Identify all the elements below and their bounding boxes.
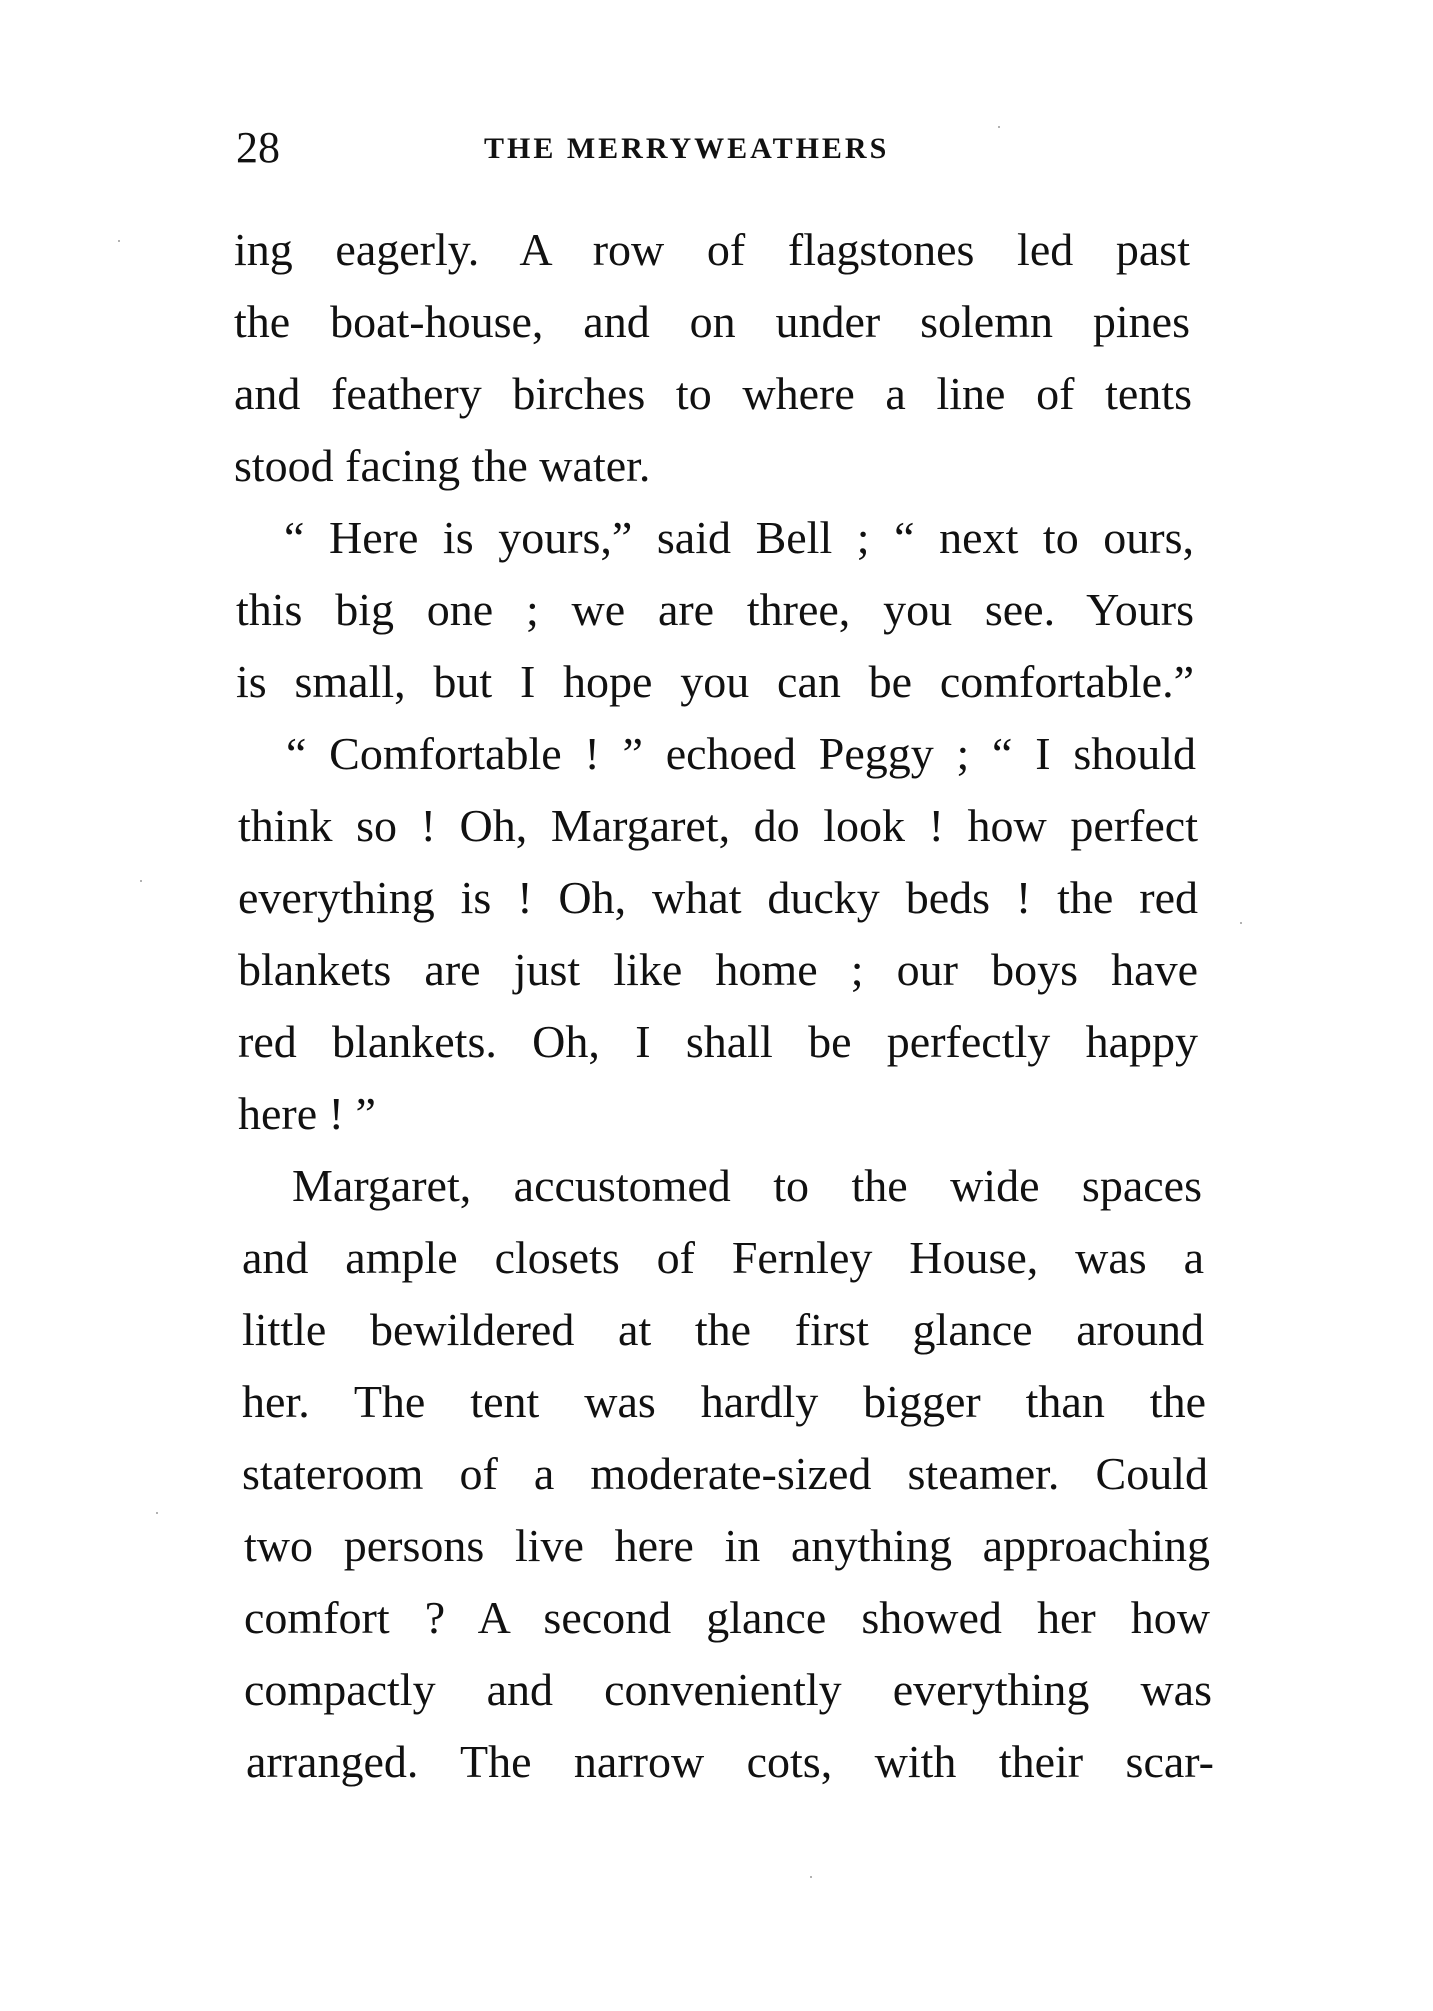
text-line: everything is ! Oh, what ducky beds ! the red <box>238 872 1198 923</box>
text-line: and ample closets of Fernley House, was a <box>242 1232 1204 1283</box>
scan-speck <box>1240 922 1242 924</box>
text-line: two persons live here in anything approaching <box>244 1520 1210 1571</box>
text-line: here ! ” <box>238 1088 376 1139</box>
text-line: stateroom of a moderate-sized steamer. Could <box>242 1448 1208 1499</box>
text-line: “ Here is yours,” said Bell ; “ next to ours, <box>284 512 1194 563</box>
text-line: blankets are just like home ; our boys have <box>238 944 1198 995</box>
scan-speck <box>140 880 142 882</box>
text-line: arranged. The narrow cots, with their scar- <box>246 1736 1214 1787</box>
page-header <box>236 118 1206 178</box>
page-number: 28 <box>236 123 280 172</box>
text-line: think so ! Oh, Margaret, do look ! how perfect <box>238 800 1198 851</box>
text-line: little bewildered at the first glance around <box>242 1304 1204 1355</box>
text-line: her. The tent was hardly bigger than the <box>242 1376 1206 1427</box>
text-line: Margaret, accustomed to the wide spaces <box>292 1160 1202 1211</box>
text-line: ing eagerly. A row of flagstones led past <box>234 224 1190 275</box>
text-line: is small, but I hope you can be comfortable.” <box>236 656 1194 707</box>
text-line: stood facing the water. <box>234 440 651 491</box>
scan-speck <box>810 1876 812 1878</box>
text-line: and feathery birches to where a line of tents <box>234 368 1192 419</box>
text-line: the boat-house, and on under solemn pines <box>234 296 1190 347</box>
text-line: compactly and conveniently everything was <box>244 1664 1212 1715</box>
text-line: comfort ? A second glance showed her how <box>244 1592 1210 1643</box>
text-line: this big one ; we are three, you see. Yours <box>236 584 1194 635</box>
text-line: red blankets. Oh, I shall be perfectly happy <box>238 1016 1198 1067</box>
scan-speck <box>998 126 1000 128</box>
scan-speck <box>156 1512 158 1514</box>
text-line: “ Comfortable ! ” echoed Peggy ; “ I should <box>286 728 1196 779</box>
running-title: THE MERRYWEATHERS <box>484 132 890 165</box>
scan-speck <box>118 240 120 242</box>
